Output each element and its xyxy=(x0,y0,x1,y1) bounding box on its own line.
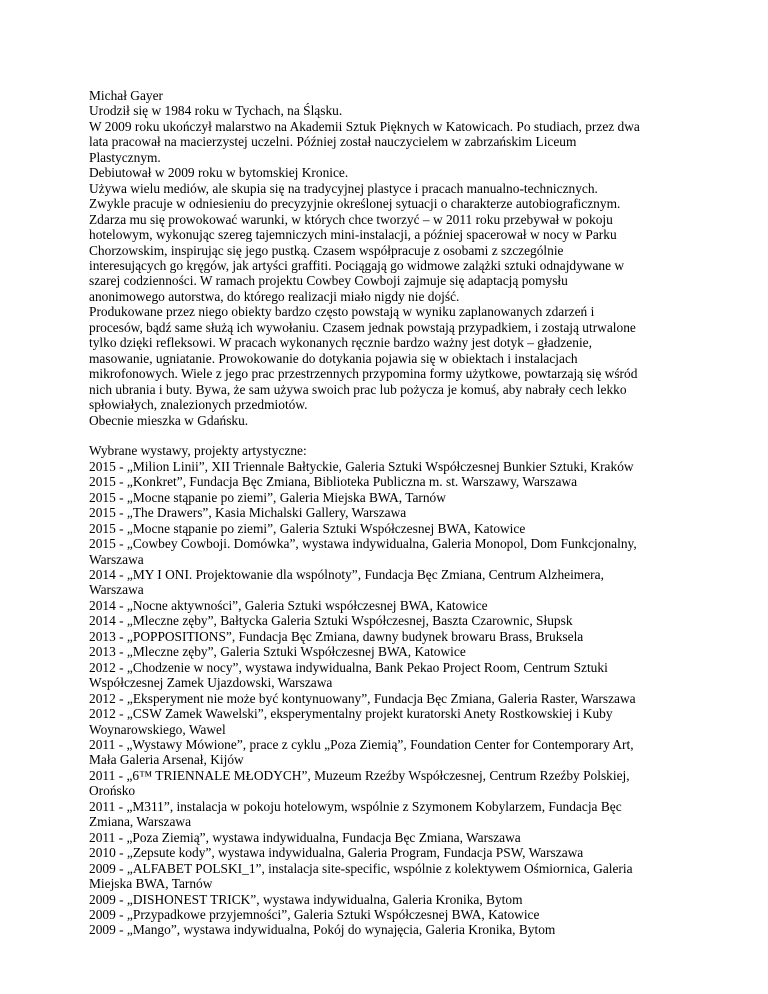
exhibition-line: 2013 - „Mleczne zęby”, Galeria Sztuki Współczesnej BWA, Katowice xyxy=(89,644,466,660)
exhibition-line: Mała Galeria Arsenał, Kijów xyxy=(89,752,244,768)
exhibition-line: Orońsko xyxy=(89,783,136,799)
exhibition-line: 2014 - „MY I ONI. Projektowanie dla wspólnoty”, Fundacja Bęc Zmiana, Centrum Alzheimera, xyxy=(89,567,604,583)
bio-line: lata pracował na macierzystej uczelni. Później został nauczycielem w zabrzańskim Liceum xyxy=(89,134,577,150)
bio-line: masowanie, ugniatanie. Prowokowanie do dotykania pojawia się w obiektach i instalacjach xyxy=(89,350,578,366)
exhibition-line: Woynarowskiego, Wawel xyxy=(89,721,226,737)
exhibition-line: 2012 - „CSW Zamek Wawelski”, eksperymentalny projekt kuratorski Anety Rostkowskiej i Kuby xyxy=(89,706,613,722)
exhibition-line: 2014 - „Mleczne zęby”, Bałtycka Galeria Sztuki Współczesnej, Baszta Czarownic, Słupsk xyxy=(89,613,573,629)
exhibition-line: 2009 - „DISHONEST TRICK”, wystawa indywidualna, Galeria Kronika, Bytom xyxy=(89,891,523,907)
bio-line: anonimowego autorstwa, do którego realizacji miało nigdy nie dojść. xyxy=(89,288,460,304)
exhibitions-list xyxy=(89,459,749,938)
bio-line: interesujących go kręgów, jak artyści graffiti. Pociągają go widmowe zalążki sztuki odnajdywane w xyxy=(89,257,625,273)
exhibition-line: 2010 - „Zepsute kody”, wystawa indywidualna, Galeria Program, Fundacja PSW, Warszawa xyxy=(89,845,584,861)
exhibition-line: 2011 - „6™ TRIENNALE MŁODYCH”, Muzeum Rzeźby Współczesnej, Centrum Rzeźby Polskiej, xyxy=(89,767,630,783)
bio-line: mikrofonowych. Wiele z jego prac przestrzennych przypomina formy użytkowe, powtarzają się wśród xyxy=(89,366,638,382)
bio-line: szarej codzienności. W ramach projektu Cowbey Cowboji zajmuje się adaptacją pomysłu xyxy=(89,273,568,289)
author-name: Michał Gayer xyxy=(89,88,163,103)
exhibition-line: Warszawa xyxy=(89,551,144,567)
bio-line: Debiutował w 2009 roku w bytomskiej Kronice. xyxy=(89,165,349,181)
bio-line: nich ubrania i buty. Bywa, że sam używa swoich prac lub pożycza je komuś, aby nabrały cech lekko xyxy=(89,381,627,397)
exhibition-line: Warszawa xyxy=(89,582,144,598)
bio-line: W 2009 roku ukończył malarstwo na Akademii Sztuk Pięknych w Katowicach. Po studiach, przez dwa xyxy=(89,118,640,134)
bio-line: procesów, bądź same służą ich wywołaniu. Czasem jednak powstają przypadkiem, i zostają utrwalone xyxy=(89,319,636,335)
exhibition-line: 2015 - „Mocne stąpanie po ziemi”, Galeria Miejska BWA, Tarnów xyxy=(89,489,446,505)
exhibition-line: Zmiana, Warszawa xyxy=(89,814,192,830)
exhibition-line: 2014 - „Nocne aktywności”, Galeria Sztuki współczesnej BWA, Katowice xyxy=(89,597,488,613)
bio-line: spłowiałych, znalezionych przedmiotów. xyxy=(89,397,308,413)
bio-line: hotelowym, wykonując szereg tajemniczych mini-instalacji, a później spacerował w nocy w Parku xyxy=(89,227,617,243)
bio-line: tylko dzięki refleksowi. W pracach wykonanych ręcznie bardzo ważny jest dotyk – gładzenie, xyxy=(89,335,592,351)
exhibition-line: 2015 - „Cowbey Cowboji. Domówka”, wystawa indywidualna, Galeria Monopol, Dom Funkcjonalny, xyxy=(89,536,637,552)
bio-line: Produkowane przez niego obiekty bardzo często powstają w wyniku zaplanowanych zdarzeń i xyxy=(89,304,595,320)
exhibition-line: 2015 - „Mocne stąpanie po ziemi”, Galeria Sztuki Współczesnej BWA, Katowice xyxy=(89,520,526,536)
exhibitions-heading: Wybrane wystawy, projekty artystyczne: xyxy=(89,443,307,459)
exhibition-line: 2011 - „Wystawy Mówione”, prace z cyklu „Poza Ziemią”, Foundation Center for Contemporary Art, xyxy=(89,737,634,753)
exhibition-line: 2009 - „ALFABET POLSKI_1”, instalacja site-specific, wspólnie z kolektywem Ośmiornica, Galeria xyxy=(89,860,633,876)
exhibition-line: 2011 - „M311”, instalacja w pokoju hotelowym, wspólnie z Szymonem Kobylarzem, Fundacja Bęc xyxy=(89,798,622,814)
bio-line: Obecnie mieszka w Gdańsku. xyxy=(89,412,249,428)
bio-line: Urodził się w 1984 roku w Tychach, na Śląsku. xyxy=(89,103,343,119)
exhibition-line: 2009 - „Mango”, wystawa indywidualna, Pokój do wynajęcia, Galeria Kronika, Bytom xyxy=(89,922,556,938)
exhibition-line: 2012 - „Eksperyment nie może być kontynuowany”, Fundacja Bęc Zmiana, Galeria Raster, Warszawa xyxy=(89,690,636,706)
exhibition-line: 2012 - „Chodzenie w nocy”, wystawa indywidualna, Bank Pekao Project Room, Centrum Sztuki xyxy=(89,659,608,675)
bio-section xyxy=(89,103,749,428)
exhibition-line: 2015 - „The Drawers”, Kasia Michalski Gallery, Warszawa xyxy=(89,505,407,521)
exhibition-line: 2015 - „Milion Linii”, XII Triennale Bałtyckie, Galeria Sztuki Współczesnej Bunkier Sztuki, Kraków xyxy=(89,458,634,474)
exhibition-line: 2015 - „Konkret”, Fundacja Bęc Zmiana, Biblioteka Publiczna m. st. Warszawy, Warszawa xyxy=(89,474,578,490)
bio-line: Zdarza mu się prowokować warunki, w których chce tworzyć – w 2011 roku przebywał w pokoju xyxy=(89,211,613,227)
exhibition-line: 2011 - „Poza Ziemią”, wystawa indywidualna, Fundacja Bęc Zmiana, Warszawa xyxy=(89,829,521,845)
exhibition-line: Współczesnej Zamek Ujazdowski, Warszawa xyxy=(89,675,333,691)
document-page xyxy=(89,88,749,938)
bio-line: Chorzowskim, inspirując się jego pustką. Czasem współpracuje z osobami z szczególnie xyxy=(89,242,564,258)
exhibition-line: 2013 - „POPPOSITIONS”, Fundacja Bęc Zmiana, dawny budynek browaru Brass, Bruksela xyxy=(89,628,584,644)
bio-line: Zwykle pracuje w odniesieniu do precyzyjnie określonej sytuacji o charakterze autobiograficznym. xyxy=(89,196,621,212)
exhibition-line: 2009 - „Przypadkowe przyjemności”, Galeria Sztuki Współczesnej BWA, Katowice xyxy=(89,907,540,922)
exhibition-line: Miejska BWA, Tarnów xyxy=(89,876,213,892)
bio-line: Używa wielu mediów, ale skupia się na tradycyjnej plastyce i pracach manualno-technicznych. xyxy=(89,180,598,196)
paragraph-gap xyxy=(89,428,749,443)
bio-line: Plastycznym. xyxy=(89,149,161,165)
